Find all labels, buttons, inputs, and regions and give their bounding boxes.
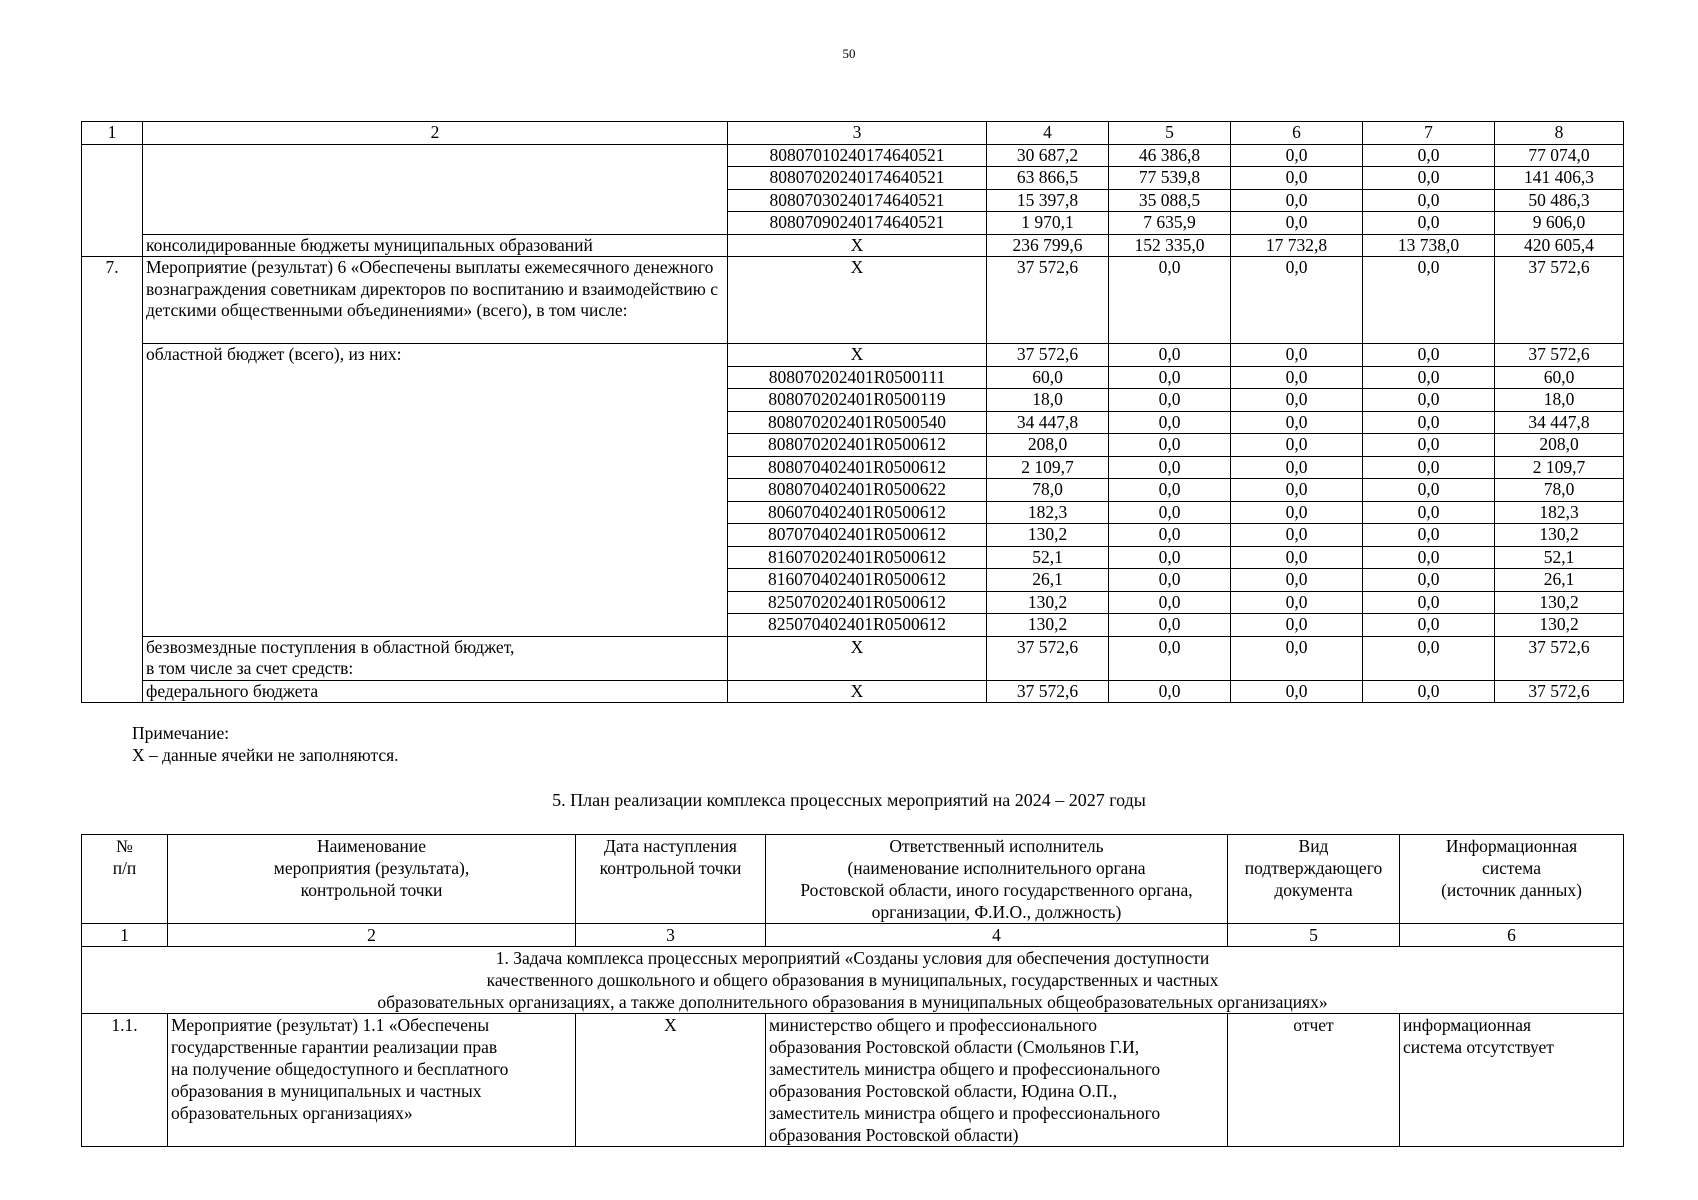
value-cell: 52,1 <box>1495 546 1624 569</box>
value-cell: 0,0 <box>1231 614 1363 637</box>
budget-code: 825070202401R0500612 <box>728 591 987 614</box>
control-date: Х <box>576 1014 766 1147</box>
value-cell: 141 406,3 <box>1495 167 1624 190</box>
value-cell: 0,0 <box>1231 636 1363 680</box>
value-cell: 208,0 <box>987 434 1109 457</box>
executor <box>766 1014 1228 1147</box>
value-cell: 0,0 <box>1363 344 1495 367</box>
column-number: 6 <box>1231 122 1363 145</box>
header-cell <box>576 835 766 924</box>
column-number: 3 <box>728 122 987 145</box>
column-number: 5 <box>1109 122 1231 145</box>
event-name-line: образовательных организациях» <box>171 1103 413 1123</box>
budget-code: Х <box>728 680 987 703</box>
value-cell: 0,0 <box>1109 546 1231 569</box>
value-cell: 0,0 <box>1109 591 1231 614</box>
value-cell: 0,0 <box>1231 366 1363 389</box>
row-number-cell <box>82 144 143 257</box>
value-cell: 2 109,7 <box>987 456 1109 479</box>
value-cell: 0,0 <box>1363 479 1495 502</box>
row-label <box>143 636 728 680</box>
column-number: 4 <box>987 122 1109 145</box>
column-number: 1 <box>82 122 143 145</box>
value-cell: 0,0 <box>1231 569 1363 592</box>
value-cell: 17 732,8 <box>1231 234 1363 257</box>
header-line: Вид <box>1298 836 1329 856</box>
header-line: (источник данных) <box>1441 880 1582 900</box>
value-cell: 1 970,1 <box>987 212 1109 235</box>
header-line: контрольной точки <box>599 858 742 878</box>
task-line: образовательных организациях, а также дополнительного образования в муниципальных общеобразовательных организациях» <box>377 992 1328 1012</box>
value-cell: 35 088,5 <box>1109 189 1231 212</box>
task-line: качественного дошкольного и общего образования в муниципальных, государственных и частных <box>486 970 1219 990</box>
column-number: 3 <box>576 924 766 947</box>
budget-code: 808070202401R0500540 <box>728 411 987 434</box>
value-cell: 9 606,0 <box>1495 212 1624 235</box>
header-line: документа <box>1274 880 1353 900</box>
value-cell: 34 447,8 <box>1495 411 1624 434</box>
value-cell: 0,0 <box>1231 591 1363 614</box>
value-cell: 0,0 <box>1109 257 1231 344</box>
value-cell: 77 074,0 <box>1495 144 1624 167</box>
header-cell <box>82 835 168 924</box>
value-cell: 0,0 <box>1363 569 1495 592</box>
value-cell: 0,0 <box>1363 456 1495 479</box>
header-row <box>82 835 1624 924</box>
value-cell: 37 572,6 <box>1495 680 1624 703</box>
executor-line: образования Ростовской области (Смольянов Г.И, <box>769 1037 1140 1057</box>
row-number: 1.1. <box>82 1014 168 1147</box>
value-cell: 52,1 <box>987 546 1109 569</box>
value-cell: 0,0 <box>1109 366 1231 389</box>
value-cell: 60,0 <box>987 366 1109 389</box>
table-row <box>82 344 1624 367</box>
numbers-row <box>82 924 1624 947</box>
column-number: 6 <box>1400 924 1624 947</box>
column-number: 2 <box>143 122 728 145</box>
header-line: № <box>116 836 133 856</box>
budget-code: 806070402401R0500612 <box>728 501 987 524</box>
table-row <box>82 257 1624 344</box>
budget-code: Х <box>728 257 987 344</box>
row-number: 7. <box>82 257 143 703</box>
task-row <box>82 947 1624 1014</box>
value-cell: 13 738,0 <box>1363 234 1495 257</box>
value-cell: 0,0 <box>1363 212 1495 235</box>
value-cell: 236 799,6 <box>987 234 1109 257</box>
value-cell: 0,0 <box>1109 636 1231 680</box>
value-cell: 420 605,4 <box>1495 234 1624 257</box>
task-cell <box>82 947 1624 1014</box>
budget-code: Х <box>728 636 987 680</box>
value-cell: 30 687,2 <box>987 144 1109 167</box>
row-label: консолидированные бюджеты муниципальных образований <box>143 234 728 257</box>
value-cell: 18,0 <box>1495 389 1624 412</box>
value-cell: 26,1 <box>1495 569 1624 592</box>
value-cell: 34 447,8 <box>987 411 1109 434</box>
value-cell: 0,0 <box>1231 680 1363 703</box>
budget-code: 816070402401R0500612 <box>728 569 987 592</box>
value-cell: 0,0 <box>1109 569 1231 592</box>
value-cell: 0,0 <box>1231 456 1363 479</box>
value-cell: 37 572,6 <box>1495 344 1624 367</box>
column-number: 4 <box>766 924 1228 947</box>
value-cell: 63 866,5 <box>987 167 1109 190</box>
value-cell: 0,0 <box>1363 366 1495 389</box>
value-cell: 182,3 <box>1495 501 1624 524</box>
budget-code: Х <box>728 234 987 257</box>
executor-line: заместитель министра общего и профессионального <box>769 1059 1161 1079</box>
value-cell: 130,2 <box>1495 614 1624 637</box>
event-name-line: государственные гарантии реализации прав <box>171 1037 498 1057</box>
value-cell: 0,0 <box>1363 680 1495 703</box>
value-cell: 130,2 <box>1495 591 1624 614</box>
value-cell: 0,0 <box>1363 636 1495 680</box>
value-cell: 0,0 <box>1363 501 1495 524</box>
header-line: Ответственный исполнитель <box>889 836 1104 856</box>
label-cell <box>143 144 728 234</box>
table-row <box>82 636 1624 680</box>
header-line: контрольной точки <box>300 880 443 900</box>
executor-line: министерство общего и профессионального <box>769 1015 1097 1035</box>
executor-line: заместитель министра общего и профессионального <box>769 1103 1161 1123</box>
row-label-line: безвозмездные поступления в областной бюджет, <box>146 636 515 657</box>
budget-code: Х <box>728 344 987 367</box>
value-cell: 0,0 <box>1231 434 1363 457</box>
row-label: Мероприятие (результат) 6 «Обеспечены выплаты ежемесячного денежного вознаграждения советникам директоров по воспитанию и взаимодействию с детскими общественными объединениями» (всего), в том числе: <box>143 257 728 344</box>
header-cell <box>168 835 576 924</box>
section-title: 5. План реализации комплекса процессных мероприятий на 2024 – 2027 годы <box>552 790 1146 810</box>
column-number: 1 <box>82 924 168 947</box>
value-cell: 0,0 <box>1363 546 1495 569</box>
note-title: Примечание: <box>132 723 230 743</box>
value-cell: 0,0 <box>1109 479 1231 502</box>
value-cell: 0,0 <box>1363 144 1495 167</box>
budget-code: 808070402401R0500622 <box>728 479 987 502</box>
header-line: система <box>1481 858 1542 878</box>
value-cell: 0,0 <box>1109 501 1231 524</box>
value-cell: 0,0 <box>1231 189 1363 212</box>
note-text: Х – данные ячейки не заполняются. <box>132 745 399 765</box>
value-cell: 0,0 <box>1109 524 1231 547</box>
budget-code: 808070402401R0500612 <box>728 456 987 479</box>
value-cell: 0,0 <box>1363 389 1495 412</box>
header-line: Наименование <box>316 836 427 856</box>
value-cell: 0,0 <box>1363 411 1495 434</box>
budget-code: 80807090240174640521 <box>728 212 987 235</box>
row-label: областной бюджет (всего), из них: <box>143 344 728 637</box>
finance-table <box>81 121 1624 703</box>
value-cell: 78,0 <box>987 479 1109 502</box>
value-cell: 0,0 <box>1363 524 1495 547</box>
header-line: (наименование исполнительного органа <box>847 858 1146 878</box>
info-system-line: информационная <box>1403 1015 1532 1035</box>
document-type: отчет <box>1228 1014 1400 1147</box>
value-cell: 152 335,0 <box>1109 234 1231 257</box>
value-cell: 0,0 <box>1363 189 1495 212</box>
value-cell: 0,0 <box>1109 389 1231 412</box>
value-cell: 130,2 <box>987 591 1109 614</box>
value-cell: 37 572,6 <box>987 636 1109 680</box>
budget-code: 808070202401R0500612 <box>728 434 987 457</box>
budget-code: 80807020240174640521 <box>728 167 987 190</box>
value-cell: 0,0 <box>1231 501 1363 524</box>
value-cell: 0,0 <box>1231 344 1363 367</box>
value-cell: 37 572,6 <box>1495 257 1624 344</box>
column-number: 5 <box>1228 924 1400 947</box>
value-cell: 15 397,8 <box>987 189 1109 212</box>
budget-code: 825070402401R0500612 <box>728 614 987 637</box>
value-cell: 18,0 <box>987 389 1109 412</box>
event-name-line: образования в муниципальных и частных <box>171 1081 482 1101</box>
header-line: подтверждающего <box>1244 858 1383 878</box>
plan-table <box>81 834 1624 1147</box>
value-cell: 50 486,3 <box>1495 189 1624 212</box>
row-label: федерального бюджета <box>143 680 728 703</box>
column-number: 2 <box>168 924 576 947</box>
value-cell: 0,0 <box>1231 524 1363 547</box>
value-cell: 0,0 <box>1363 591 1495 614</box>
budget-code: 80807010240174640521 <box>728 144 987 167</box>
value-cell: 0,0 <box>1363 434 1495 457</box>
table-row <box>82 680 1624 703</box>
column-number: 7 <box>1363 122 1495 145</box>
value-cell: 60,0 <box>1495 366 1624 389</box>
executor-line: образования Ростовской области, Юдина О.П., <box>769 1081 1118 1101</box>
task-line: 1. Задача комплекса процессных мероприятий «Созданы условия для обеспечения доступности <box>495 948 1210 968</box>
value-cell: 0,0 <box>1231 212 1363 235</box>
header-line: Дата наступления <box>604 836 737 856</box>
budget-code: 807070402401R0500612 <box>728 524 987 547</box>
value-cell: 0,0 <box>1231 167 1363 190</box>
row-label-line: в том числе за счет средств: <box>146 658 354 678</box>
value-cell: 77 539,8 <box>1109 167 1231 190</box>
value-cell: 0,0 <box>1109 614 1231 637</box>
budget-code: 808070202401R0500111 <box>728 366 987 389</box>
value-cell: 130,2 <box>987 524 1109 547</box>
event-name-line: на получение общедоступного и бесплатного <box>171 1059 509 1079</box>
value-cell: 37 572,6 <box>987 344 1109 367</box>
value-cell: 130,2 <box>1495 524 1624 547</box>
value-cell: 130,2 <box>987 614 1109 637</box>
value-cell: 46 386,8 <box>1109 144 1231 167</box>
value-cell: 0,0 <box>1231 389 1363 412</box>
value-cell: 7 635,9 <box>1109 212 1231 235</box>
value-cell: 0,0 <box>1231 546 1363 569</box>
page-number: 50 <box>842 46 856 61</box>
header-line: п/п <box>112 858 137 878</box>
value-cell: 0,0 <box>1109 456 1231 479</box>
value-cell: 37 572,6 <box>987 257 1109 344</box>
header-line: Ростовской области, иного государственного органа, <box>800 880 1193 900</box>
header-line: Информационная <box>1445 836 1578 856</box>
value-cell: 0,0 <box>1231 144 1363 167</box>
value-cell: 0,0 <box>1363 257 1495 344</box>
header-line: организации, Ф.И.О., должность) <box>871 902 1122 922</box>
table-row <box>82 144 1624 167</box>
value-cell: 0,0 <box>1231 411 1363 434</box>
header-cell <box>1400 835 1624 924</box>
executor-line: образования Ростовской области) <box>769 1125 1019 1145</box>
value-cell: 78,0 <box>1495 479 1624 502</box>
value-cell: 26,1 <box>987 569 1109 592</box>
value-cell: 208,0 <box>1495 434 1624 457</box>
value-cell: 182,3 <box>987 501 1109 524</box>
table-row <box>82 234 1624 257</box>
info-system <box>1400 1014 1624 1147</box>
info-system-line: система отсутствует <box>1403 1037 1554 1057</box>
value-cell: 0,0 <box>1363 614 1495 637</box>
value-cell: 37 572,6 <box>1495 636 1624 680</box>
value-cell: 0,0 <box>1363 167 1495 190</box>
budget-code: 808070202401R0500119 <box>728 389 987 412</box>
value-cell: 0,0 <box>1109 411 1231 434</box>
event-name <box>168 1014 576 1147</box>
budget-code: 816070202401R0500612 <box>728 546 987 569</box>
header-line: мероприятия (результата), <box>273 858 470 878</box>
value-cell: 2 109,7 <box>1495 456 1624 479</box>
value-cell: 0,0 <box>1109 344 1231 367</box>
value-cell: 0,0 <box>1231 479 1363 502</box>
table-row <box>82 1014 1624 1147</box>
header-cell <box>766 835 1228 924</box>
value-cell: 0,0 <box>1109 434 1231 457</box>
header-row <box>82 122 1624 145</box>
value-cell: 37 572,6 <box>987 680 1109 703</box>
value-cell: 0,0 <box>1231 257 1363 344</box>
column-number: 8 <box>1495 122 1624 145</box>
event-name-line: Мероприятие (результат) 1.1 «Обеспечены <box>171 1015 490 1035</box>
value-cell: 0,0 <box>1109 680 1231 703</box>
budget-code: 80807030240174640521 <box>728 189 987 212</box>
header-cell <box>1228 835 1400 924</box>
